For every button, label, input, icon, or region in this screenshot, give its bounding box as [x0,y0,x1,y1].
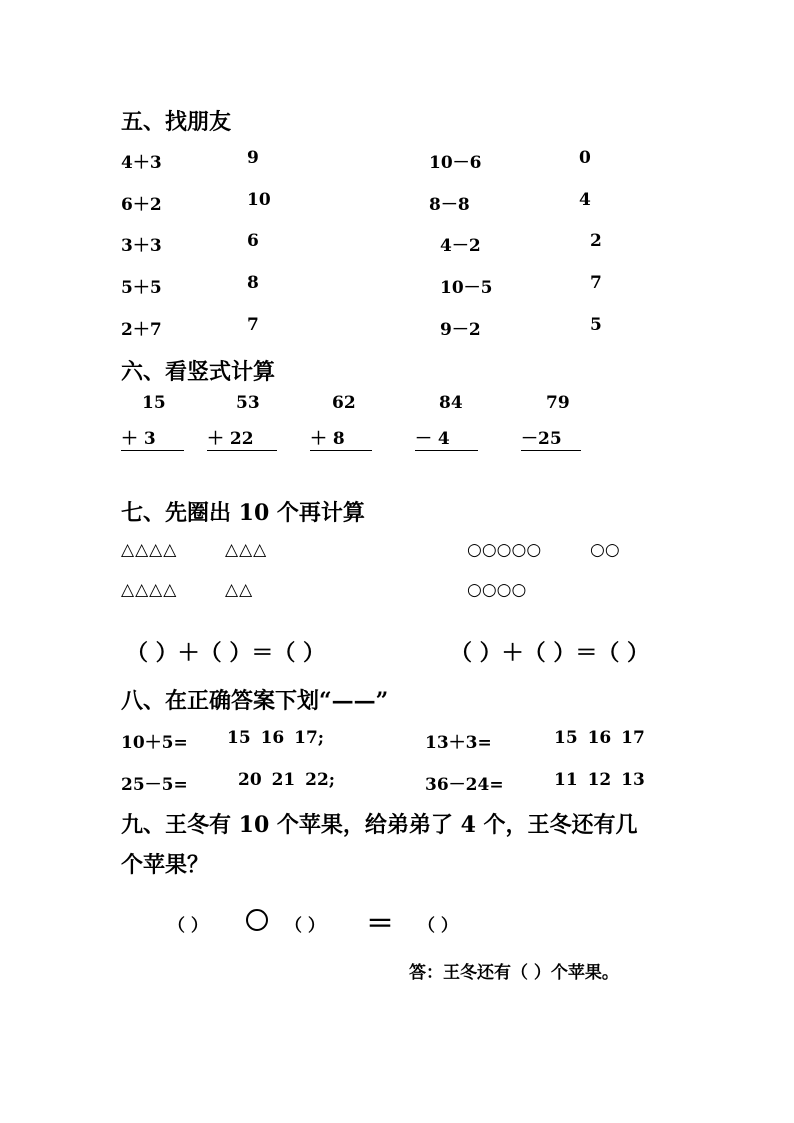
circles-row-1-group-b: ○○ [590,540,620,560]
circles-row-2-group-a: ○○○○ [467,580,527,600]
left-ans-2: 10 [247,190,271,210]
right-ans-3: 2 [590,231,602,251]
right-expr-2: 8－8 [429,195,470,215]
right-expr-3: 4－2 [440,236,481,256]
vertical-bottom-3: ＋ 8 [310,424,372,451]
equals-sign: ＝ [366,907,395,940]
question-4: 36－24= [425,775,504,795]
question-2: 13＋3= [425,733,492,753]
question-2-options: 15 16 17 [554,728,645,748]
vertical-top-2: 53 [236,393,260,413]
left-expr-3: 3＋3 [121,236,162,256]
answer-sentence: 答：王冬还有（ ）个苹果。 [409,963,619,983]
section-6-title: 六、看竖式计算 [121,359,276,385]
section-9-question-line-1: 九、王冬有 10 个苹果，给弟弟了 4 个，王冬还有几 [121,812,638,838]
vertical-bottom-5: －25 [521,424,581,451]
answer-blank-b: （ ） [285,916,325,936]
answer-blank-c: （ ） [418,916,458,936]
triangles-row-1-group-b: △△△ [225,540,268,560]
question-3: 25－5= [121,775,188,795]
operator-circle [246,909,268,931]
circles-row-1-group-a: ○○○○○ [467,540,542,560]
question-1-options: 15 16 17; [227,728,325,748]
vertical-bottom-2: ＋ 22 [207,424,277,451]
triangles-row-2-group-b: △△ [225,580,254,600]
equation-blanks-right: （ ）＋（ ）＝（ ） [450,640,649,666]
right-expr-5: 9－2 [440,320,481,340]
left-ans-4: 8 [247,273,259,293]
question-3-options: 20 21 22; [238,770,336,790]
left-expr-1: 4＋3 [121,153,162,173]
left-expr-2: 6＋2 [121,195,162,215]
right-ans-2: 4 [579,190,591,210]
section-9-question-line-2: 个苹果？ [121,852,210,878]
left-expr-4: 5＋5 [121,278,162,298]
vertical-bottom-1: ＋ 3 [121,424,184,451]
section-7-title: 七、先圈出 10 个再计算 [121,500,365,526]
left-ans-1: 9 [247,148,259,168]
question-4-options: 11 12 13 [554,770,645,790]
section-8-title: 八、在正确答案下划“——” [121,688,389,714]
triangles-row-1-group-a: △△△△ [121,540,178,560]
question-1: 10＋5= [121,733,188,753]
section-5-title: 五、找朋友 [121,109,232,135]
vertical-top-5: 79 [546,393,570,413]
right-expr-1: 10－6 [429,153,482,173]
vertical-bottom-4: － 4 [415,424,478,451]
right-ans-4: 7 [590,273,602,293]
vertical-top-4: 84 [439,393,463,413]
left-ans-5: 7 [247,315,259,335]
vertical-top-3: 62 [332,393,356,413]
triangles-row-2-group-a: △△△△ [121,580,178,600]
vertical-top-1: 15 [142,393,166,413]
right-expr-4: 10－5 [440,278,493,298]
right-ans-5: 5 [590,315,602,335]
equation-blanks-left: （ ）＋（ ）＝（ ） [126,640,325,666]
right-ans-1: 0 [579,148,591,168]
left-expr-5: 2＋7 [121,320,162,340]
left-ans-3: 6 [247,231,259,251]
answer-blank-a: （ ） [168,916,208,936]
